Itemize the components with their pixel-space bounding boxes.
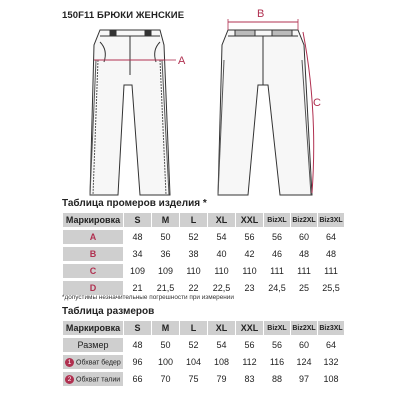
row-label: B <box>63 247 123 261</box>
table-cell: 109 <box>152 264 179 278</box>
table-cell: 52 <box>180 230 207 244</box>
table-cell: 110 <box>180 264 207 278</box>
label-b: B <box>257 8 265 20</box>
table-row <box>63 230 344 244</box>
label-c: C <box>313 97 321 109</box>
table-cell: 75 <box>180 372 207 386</box>
row-label: D <box>63 281 123 295</box>
table-cell: 40 <box>208 247 235 261</box>
table-cell: 22,5 <box>208 281 235 295</box>
table-cell: 60 <box>291 338 317 352</box>
table-cell: 50 <box>152 338 179 352</box>
header-cell: XXL <box>236 213 263 227</box>
header-cell: Biz3XL <box>318 321 344 335</box>
table-cell: 116 <box>264 355 290 369</box>
header-cell: Biz2XL <box>291 213 317 227</box>
header-cell: M <box>152 321 179 335</box>
table-cell: 48 <box>124 338 151 352</box>
row-label-text: Обхват бедер <box>76 358 121 366</box>
table-cell: 48 <box>291 247 317 261</box>
table-cell: 56 <box>264 338 290 352</box>
table-cell: 38 <box>180 247 207 261</box>
table-cell: 25 <box>291 281 317 295</box>
table-cell: 110 <box>208 264 235 278</box>
header-cell: Biz3XL <box>318 213 344 227</box>
table-cell: 110 <box>236 264 263 278</box>
table-cell: 70 <box>152 372 179 386</box>
table-cell: 56 <box>264 230 290 244</box>
table-cell: 108 <box>318 372 344 386</box>
table-cell: 108 <box>208 355 235 369</box>
front-view-pants <box>90 30 170 195</box>
table-cell: 21,5 <box>152 281 179 295</box>
measure-table <box>62 210 345 298</box>
size-table-title: Таблица размеров <box>62 306 155 317</box>
table-cell: 25,5 <box>318 281 344 295</box>
table-cell: 88 <box>264 372 290 386</box>
table-cell: 54 <box>208 338 235 352</box>
table-cell: 54 <box>208 230 235 244</box>
table-cell: 97 <box>291 372 317 386</box>
table-cell: 79 <box>208 372 235 386</box>
row-label-text: Обхват талии <box>76 375 121 383</box>
header-cell: L <box>180 213 207 227</box>
table-row <box>63 264 344 278</box>
table-cell: 64 <box>318 230 344 244</box>
table-cell: 42 <box>236 247 263 261</box>
table-cell: 66 <box>124 372 151 386</box>
table-cell: 112 <box>236 355 263 369</box>
table-cell: 132 <box>318 355 344 369</box>
row-label <box>63 355 123 369</box>
row-number-badge: 1 <box>65 358 74 367</box>
header-cell: L <box>180 321 207 335</box>
table-cell: 50 <box>152 230 179 244</box>
header-cell: Biz2XL <box>291 321 317 335</box>
header-cell: XL <box>208 213 235 227</box>
product-title: 150F11 БРЮКИ ЖЕНСКИЕ <box>62 10 185 21</box>
measure-table-title: Таблица промеров изделия * <box>62 198 207 209</box>
table-cell: 48 <box>124 230 151 244</box>
measure-table-header <box>63 213 344 227</box>
size-table <box>62 318 345 389</box>
table-row <box>63 372 344 386</box>
table-cell: 21 <box>124 281 151 295</box>
table-cell: 124 <box>291 355 317 369</box>
table-row <box>63 338 344 352</box>
row-label <box>63 372 123 386</box>
table-cell: 56 <box>236 338 263 352</box>
table-cell: 46 <box>264 247 290 261</box>
table-cell: 52 <box>180 338 207 352</box>
header-cell: BizXL <box>264 213 290 227</box>
table-cell: 23 <box>236 281 263 295</box>
header-cell: XXL <box>236 321 263 335</box>
row-label: C <box>63 264 123 278</box>
row-label-text: Размер <box>77 340 109 350</box>
table-cell: 109 <box>124 264 151 278</box>
table-cell: 111 <box>318 264 344 278</box>
row-number-badge: 2 <box>65 375 74 384</box>
table-cell: 111 <box>291 264 317 278</box>
header-cell: M <box>152 213 179 227</box>
table-cell: 104 <box>180 355 207 369</box>
size-table-header <box>63 321 344 335</box>
table-cell: 83 <box>236 372 263 386</box>
header-cell: S <box>124 321 151 335</box>
table-cell: 60 <box>291 230 317 244</box>
table-cell: 48 <box>318 247 344 261</box>
label-a: A <box>178 55 186 67</box>
table-cell: 96 <box>124 355 151 369</box>
table-cell: 56 <box>236 230 263 244</box>
table-cell: 34 <box>124 247 151 261</box>
table-cell: 36 <box>152 247 179 261</box>
row-label: A <box>63 230 123 244</box>
header-cell: Маркировка <box>63 321 123 335</box>
measurement-note: *допустимы незначительные погрешности при измерении <box>62 294 234 301</box>
table-cell: 22 <box>180 281 207 295</box>
back-view-pants <box>218 30 312 195</box>
table-cell: 64 <box>318 338 344 352</box>
table-row <box>63 281 344 295</box>
table-cell: 24,5 <box>264 281 290 295</box>
row-label <box>63 338 123 352</box>
table-row <box>63 247 344 261</box>
table-row <box>63 355 344 369</box>
header-cell: Маркировка <box>63 213 123 227</box>
header-cell: XL <box>208 321 235 335</box>
table-cell: 111 <box>264 264 290 278</box>
table-cell: 100 <box>152 355 179 369</box>
header-cell: BizXL <box>264 321 290 335</box>
header-cell: S <box>124 213 151 227</box>
